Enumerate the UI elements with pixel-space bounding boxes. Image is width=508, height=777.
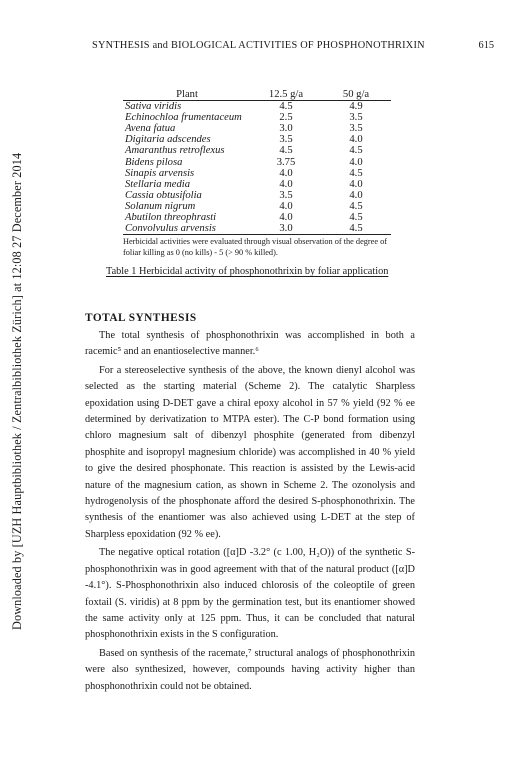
paragraph: Based on synthesis of the racemate,⁷ structural analogs of phosphonothrixin were also synthesized, however, compounds having activity higher than phosphonothrixin could not be obtained. bbox=[85, 647, 415, 692]
table-row bbox=[123, 179, 391, 190]
plant-name: Abutilon threophrasti bbox=[125, 212, 217, 224]
score-low: 3.0 bbox=[251, 223, 321, 235]
table-row bbox=[123, 145, 391, 156]
paragraph: The negative optical rotation ([α]D -3.2° (c 1.00, H₂O)) of the synthetic S-phosphonothrixin was in good agreement with that of the natural product ([α]D -4.1°). S-Phosphonothrixin also induced chlorosis of the coleoptile of green foxtail (S. viridis) at 8 ppm by the germination test, but its enantiomer showed the same activity only at 125 ppm. Thus, it can be concluded that natural phosphonothrixin exists in the S configuration. bbox=[85, 547, 415, 641]
paragraph: The total synthesis of phosphonothrixin was accomplished in both a racemic⁵ and an enantioselective manner.⁶ bbox=[85, 330, 415, 358]
column-header-dose-high: 50 g/a bbox=[321, 89, 391, 101]
score-low: 4.0 bbox=[279, 212, 293, 224]
score-low: 3.5 bbox=[279, 134, 293, 146]
table-row bbox=[123, 134, 391, 145]
score-high: 4.5 bbox=[349, 200, 363, 212]
plant-name: Sinapis arvensis bbox=[125, 167, 195, 179]
download-watermark bbox=[10, 152, 28, 630]
herbicidal-activity-table bbox=[123, 89, 391, 258]
running-title: SYNTHESIS and BIOLOGICAL ACTIVITIES OF PHOSPHONOTHRIXIN bbox=[92, 40, 425, 51]
score-high: 4.5 bbox=[349, 212, 363, 224]
plant-name: Avena fatua bbox=[125, 123, 176, 135]
plant-name: Stellaria media bbox=[125, 178, 191, 190]
plant-name: Bidens pilosa bbox=[125, 156, 183, 168]
table-header-row bbox=[123, 89, 391, 101]
plant-name: Digitaria adscendes bbox=[125, 134, 211, 146]
score-high: 4.9 bbox=[349, 101, 363, 113]
table-row bbox=[123, 123, 391, 134]
score-low: 3.0 bbox=[279, 123, 293, 135]
plant-name: Solanum nigrum bbox=[125, 200, 196, 212]
table-row bbox=[123, 112, 391, 123]
plant-name: Sativa viridis bbox=[125, 101, 182, 113]
column-header-plant: Plant bbox=[123, 89, 251, 101]
table-row bbox=[123, 212, 391, 223]
table-row bbox=[123, 223, 391, 235]
table-row bbox=[123, 168, 391, 179]
page-number: 615 bbox=[478, 40, 494, 51]
score-low: 4.5 bbox=[279, 101, 293, 113]
score-high: 4.5 bbox=[349, 167, 363, 179]
running-header bbox=[92, 40, 502, 56]
table-footnote: Herbicidal activities were evaluated through visual observation of the degree of foliar killing as 0 (no kills) - 5 (> 90 % killed). bbox=[123, 237, 388, 257]
score-high: 4.5 bbox=[321, 223, 391, 235]
activity-table bbox=[123, 89, 391, 235]
score-low: 4.5 bbox=[279, 145, 293, 157]
score-low: 2.5 bbox=[279, 112, 293, 124]
plant-name: Echinochloa frumentaceum bbox=[125, 112, 242, 124]
column-header-dose-low: 12.5 g/a bbox=[251, 89, 321, 101]
paragraph: For a stereoselective synthesis of the above, the known dienyl alcohol was selected as the starting material (Scheme 2). The catalytic Sharpless epoxidation using D-DET gave a chiral epoxy alcohol in 57 % yield (92 % ee determined by derivatization to MTPA ester). The C-P bond formation using chloro magnesium salt of dibenzyl phosphite (generated from dibenzyl phosphite and isopropyl magnesium chloride) was accomplished in 40 % yield to give the desired phosphonate. This reaction is assisted by the Lewis-acid nature of the magnesium cation, as shown in Scheme 2. The ozonolysis and hydrogenolysis of the phosphonate afford the desired S-phosphonothrixin. The synthesis of the enantiomer was also achieved using L-DET at the step of Sharpless epoxidation (92 % ee). bbox=[85, 364, 415, 540]
plant-name: Cassia obtusifolia bbox=[125, 189, 202, 201]
table-row bbox=[123, 190, 391, 201]
table-row bbox=[123, 201, 391, 212]
section-heading: TOTAL SYNTHESIS bbox=[85, 312, 197, 324]
score-low: 4.0 bbox=[279, 167, 293, 179]
table-caption: Table 1 Herbicidal activity of phosphonothrixin by foliar application bbox=[106, 266, 389, 277]
section-body bbox=[85, 328, 415, 695]
table-row bbox=[123, 157, 391, 168]
download-watermark-text: Downloaded by [UZH Hauptbibliothek / Zentralbibliothek Zürich] at 12:08 27 December 2014 bbox=[10, 152, 24, 630]
score-low: 4.0 bbox=[279, 178, 293, 190]
score-high: 4.0 bbox=[349, 178, 363, 190]
score-high: 4.5 bbox=[349, 145, 363, 157]
score-low: 4.0 bbox=[279, 200, 293, 212]
score-high: 3.5 bbox=[349, 123, 363, 135]
score-low: 3.5 bbox=[279, 189, 293, 201]
score-high: 4.0 bbox=[349, 189, 363, 201]
score-high: 4.0 bbox=[349, 134, 363, 146]
plant-name: Convolvulus arvensis bbox=[123, 223, 251, 235]
score-high: 4.0 bbox=[349, 156, 363, 168]
score-low: 3.75 bbox=[276, 156, 296, 168]
plant-name: Amaranthus retroflexus bbox=[125, 145, 225, 157]
score-high: 3.5 bbox=[349, 112, 363, 124]
table-row bbox=[123, 101, 391, 113]
